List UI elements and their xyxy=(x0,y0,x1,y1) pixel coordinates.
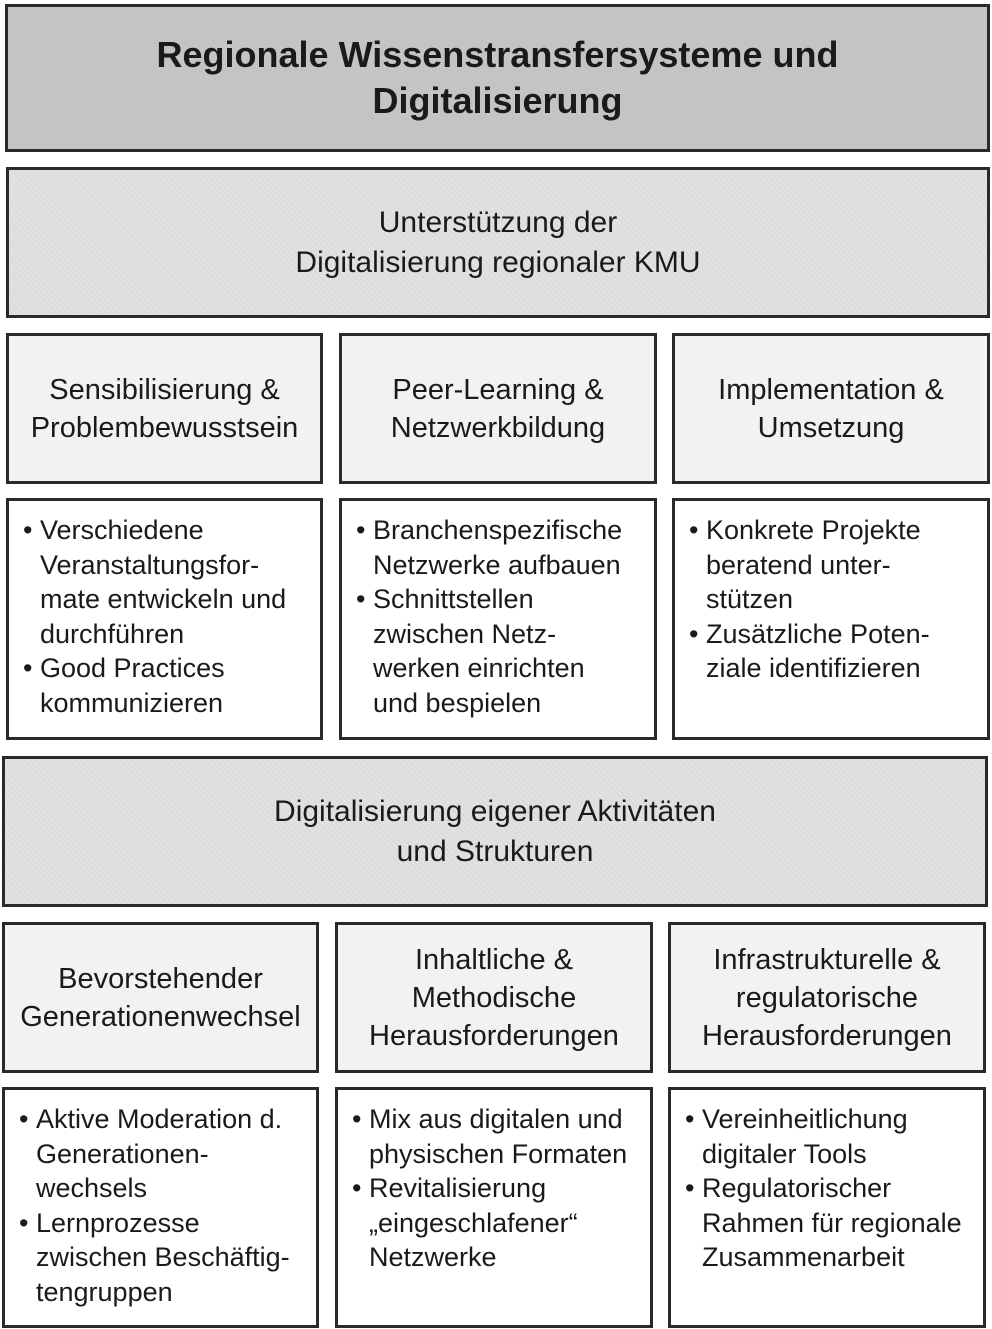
list-item: • Revitalisierung „eingeschlafener“ Netzwerke xyxy=(352,1173,578,1272)
list-item: • Zusätzliche Poten- ziale identifizieren xyxy=(689,618,930,683)
section-2-column-1-header xyxy=(2,922,319,1073)
list-item: • Vereinheitlichung digitaler Tools xyxy=(685,1104,908,1169)
section-1-column-3-title: Implementation & Umsetzung xyxy=(718,373,944,444)
list-item: • Schnittstellen zwischen Netz- werken einrichten und bespielen xyxy=(356,584,585,718)
section-2-column-2-header xyxy=(335,922,653,1073)
section-1-column-1-title: Sensibilisierung & Problembewusstsein xyxy=(30,373,299,444)
list-item: • Regulatorischer Rahmen für regionale Zusammenarbeit xyxy=(685,1173,962,1272)
list-item: • Mix aus digitalen und physischen Formaten xyxy=(352,1104,628,1169)
section-2-column-2-list xyxy=(335,1087,653,1328)
section-2-column-3-title: Infrastrukturelle & regulatorische Herausforderungen xyxy=(702,943,952,1052)
list-item: • Verschiedene Veranstaltungsfor- mate entwickeln und durchführen xyxy=(23,515,287,649)
list-item: • Branchenspezifische Netzwerke aufbauen xyxy=(356,515,623,580)
section-2-column-3-header xyxy=(668,922,986,1073)
section-1-column-2-header xyxy=(339,333,657,484)
diagram-title: Regionale Wissenstransfersysteme und Digitalisierung xyxy=(156,34,839,121)
section-2-column-2-title: Inhaltliche & Methodische Herausforderungen xyxy=(369,943,619,1052)
section-1-column-2-title: Peer-Learning & Netzwerkbildung xyxy=(390,373,606,444)
section-1-column-3-list xyxy=(672,498,990,740)
section-1-column-1-list xyxy=(6,498,323,740)
section-2-header xyxy=(2,756,988,907)
section-1-column-2-list xyxy=(339,498,657,740)
section-1-column-1-header xyxy=(6,333,323,484)
section-1-header xyxy=(6,167,990,318)
section-2-column-3-list xyxy=(668,1087,986,1328)
section-2-column-1-title: Bevorstehender Generationenwechsel xyxy=(20,962,301,1033)
list-item: • Konkrete Projekte beratend unter- stützen xyxy=(689,515,921,614)
list-item: • Aktive Moderation d. Generationen- wechsels xyxy=(19,1104,283,1203)
section-2-column-1-list xyxy=(2,1087,319,1328)
diagram-title-box xyxy=(5,4,990,152)
list-item: • Good Practices kommunizieren xyxy=(23,653,225,718)
section-1-title: Unterstützung der Digitalisierung regionaler KMU xyxy=(295,205,701,279)
section-1-column-3-header xyxy=(672,333,990,484)
list-item: • Lernprozesse zwischen Beschäftig- tengruppen xyxy=(19,1207,290,1307)
section-2-title: Digitalisierung eigener Aktivitäten und Strukturen xyxy=(274,794,716,868)
